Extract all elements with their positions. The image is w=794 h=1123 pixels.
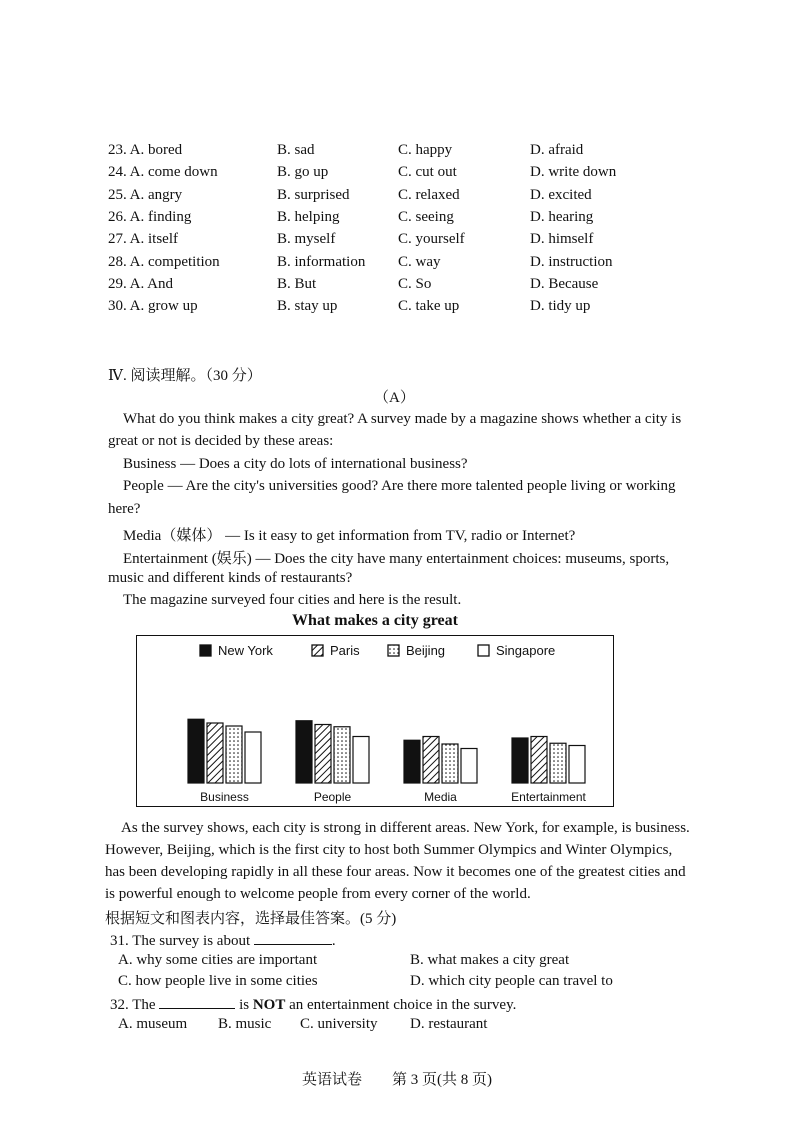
option-row (0, 187, 794, 209)
entertainment-line-2: music and different kinds of restaurants? (108, 570, 353, 586)
option-row (0, 209, 794, 231)
bar-chart (136, 635, 614, 807)
q31-option-c: C. how people live in some cities (118, 973, 318, 989)
option-c: C. So (398, 276, 432, 292)
option-c: C. yourself (398, 231, 465, 247)
option-d: D. instruction (530, 254, 613, 270)
option-a: 24. A. come down (108, 164, 218, 180)
legend-swatch (388, 645, 399, 656)
part-label: （A） (374, 390, 415, 406)
option-a: 29. A. And (108, 276, 174, 292)
q32-option-b: B. music (218, 1016, 272, 1032)
option-row (0, 142, 794, 164)
option-row (0, 254, 794, 276)
category-label: Media (424, 790, 457, 804)
option-d: D. himself (530, 231, 594, 247)
after-line-4: is powerful enough to welcome people from every corner of the world. (105, 886, 531, 902)
section-heading: Ⅳ. 阅读理解。（30 分） (108, 368, 262, 384)
legend-label: Beijing (406, 643, 446, 658)
option-b: B. go up (277, 164, 329, 180)
option-c: C. way (398, 254, 441, 270)
option-c: C. relaxed (398, 187, 460, 203)
q32-option-a: A. museum (118, 1016, 188, 1032)
q32-stem-text: 32. The (110, 997, 156, 1013)
people-line-2: here? (108, 501, 141, 517)
bar (188, 719, 204, 783)
answer-blank (254, 930, 332, 945)
q32-option-d: D. restaurant (410, 1016, 488, 1032)
q32-stem-rest: an entertainment choice in the survey. (289, 997, 517, 1013)
option-b: B. information (277, 254, 366, 270)
q32-option-c: C. university (300, 1016, 378, 1032)
media-line: Media（媒体） — Is it easy to get information from TV, radio or Internet? (123, 528, 576, 544)
bar (550, 743, 566, 783)
people-line-1: People — Are the city's universities good? Are there more talented people living or working (123, 478, 676, 494)
option-d: D. hearing (530, 209, 594, 225)
q31-stem-end: . (331, 933, 336, 949)
legend-swatch (478, 645, 489, 656)
option-d: D. afraid (530, 142, 584, 158)
page-footer: 英语试卷 第 3 页(共 8 页) (302, 1072, 492, 1088)
instruction-line: 根据短文和图表内容，选择最佳答案。(5 分) (105, 911, 397, 927)
option-row (0, 231, 794, 253)
q32-stem (110, 994, 516, 1014)
legend-swatch (200, 645, 211, 656)
bar (569, 746, 585, 784)
q31-stem-text: 31. The survey is about (110, 933, 251, 949)
option-row (0, 276, 794, 298)
q31-option-d: D. which city people can travel to (410, 973, 613, 989)
option-c: C. take up (398, 298, 460, 314)
bar (442, 744, 458, 783)
option-a: 25. A. angry (108, 187, 183, 203)
after-line-1: As the survey shows, each city is strong in different areas. New York, for example, is business. (121, 820, 690, 836)
option-d: D. Because (530, 276, 599, 292)
bar (512, 738, 528, 783)
category-label: Entertainment (511, 790, 586, 804)
bar (461, 749, 477, 784)
option-a: 26. A. finding (108, 209, 192, 225)
q31-option-a: A. why some cities are important (118, 952, 318, 968)
option-b: B. sad (277, 142, 315, 158)
bar (245, 732, 261, 783)
legend-label: Singapore (496, 643, 556, 658)
chart-title: What makes a city great (292, 612, 458, 629)
category-label: Business (200, 790, 249, 804)
surveyed-line: The magazine surveyed four cities and here is the result. (123, 592, 462, 608)
option-a: 30. A. grow up (108, 298, 198, 314)
bar (226, 726, 242, 783)
bar (334, 727, 350, 783)
category-label: People (313, 790, 352, 804)
business-line: Business — Does a city do lots of international business? (123, 456, 468, 472)
entertainment-line-1: Entertainment (娱乐) — Does the city have many entertainment choices: museums, sports, (123, 551, 670, 567)
option-row (0, 298, 794, 320)
intro-line-1: What do you think makes a city great? A survey made by a magazine shows whether a city is (123, 411, 682, 427)
answer-blank (159, 994, 235, 1009)
intro-line-2: great or not is decided by these areas: (108, 433, 334, 449)
q31-stem (110, 930, 336, 950)
option-b: B. helping (277, 209, 340, 225)
q32-stem-is: is (239, 997, 250, 1013)
q31-option-b: B. what makes a city great (410, 952, 570, 968)
bar (207, 723, 223, 783)
option-b: B. surprised (277, 187, 350, 203)
option-a: 28. A. competition (108, 254, 220, 270)
option-b: B. stay up (277, 298, 338, 314)
option-c: C. happy (398, 142, 453, 158)
option-b: B. But (277, 276, 317, 292)
option-row (0, 164, 794, 186)
bar (353, 737, 369, 784)
legend-label: Paris (330, 643, 360, 658)
option-c: C. seeing (398, 209, 454, 225)
bar (296, 721, 312, 783)
legend-swatch (312, 645, 323, 656)
q32-stem-not: NOT (252, 997, 286, 1013)
bar (315, 725, 331, 784)
option-a: 27. A. itself (108, 231, 178, 247)
option-d: D. excited (530, 187, 592, 203)
option-b: B. myself (277, 231, 336, 247)
after-line-2: However, Beijing, which is the first city to host both Summer Olympics and Winter Olympics, (105, 842, 673, 858)
option-c: C. cut out (398, 164, 457, 180)
bar (423, 737, 439, 784)
bar (531, 737, 547, 784)
option-d: D. tidy up (530, 298, 591, 314)
option-a: 23. A. bored (108, 142, 183, 158)
bar (404, 740, 420, 783)
after-line-3: has been developing rapidly in all these four areas. Now it becomes one of the greatest cities and (105, 864, 686, 880)
option-d: D. write down (530, 164, 617, 180)
legend-label: New York (218, 643, 273, 658)
